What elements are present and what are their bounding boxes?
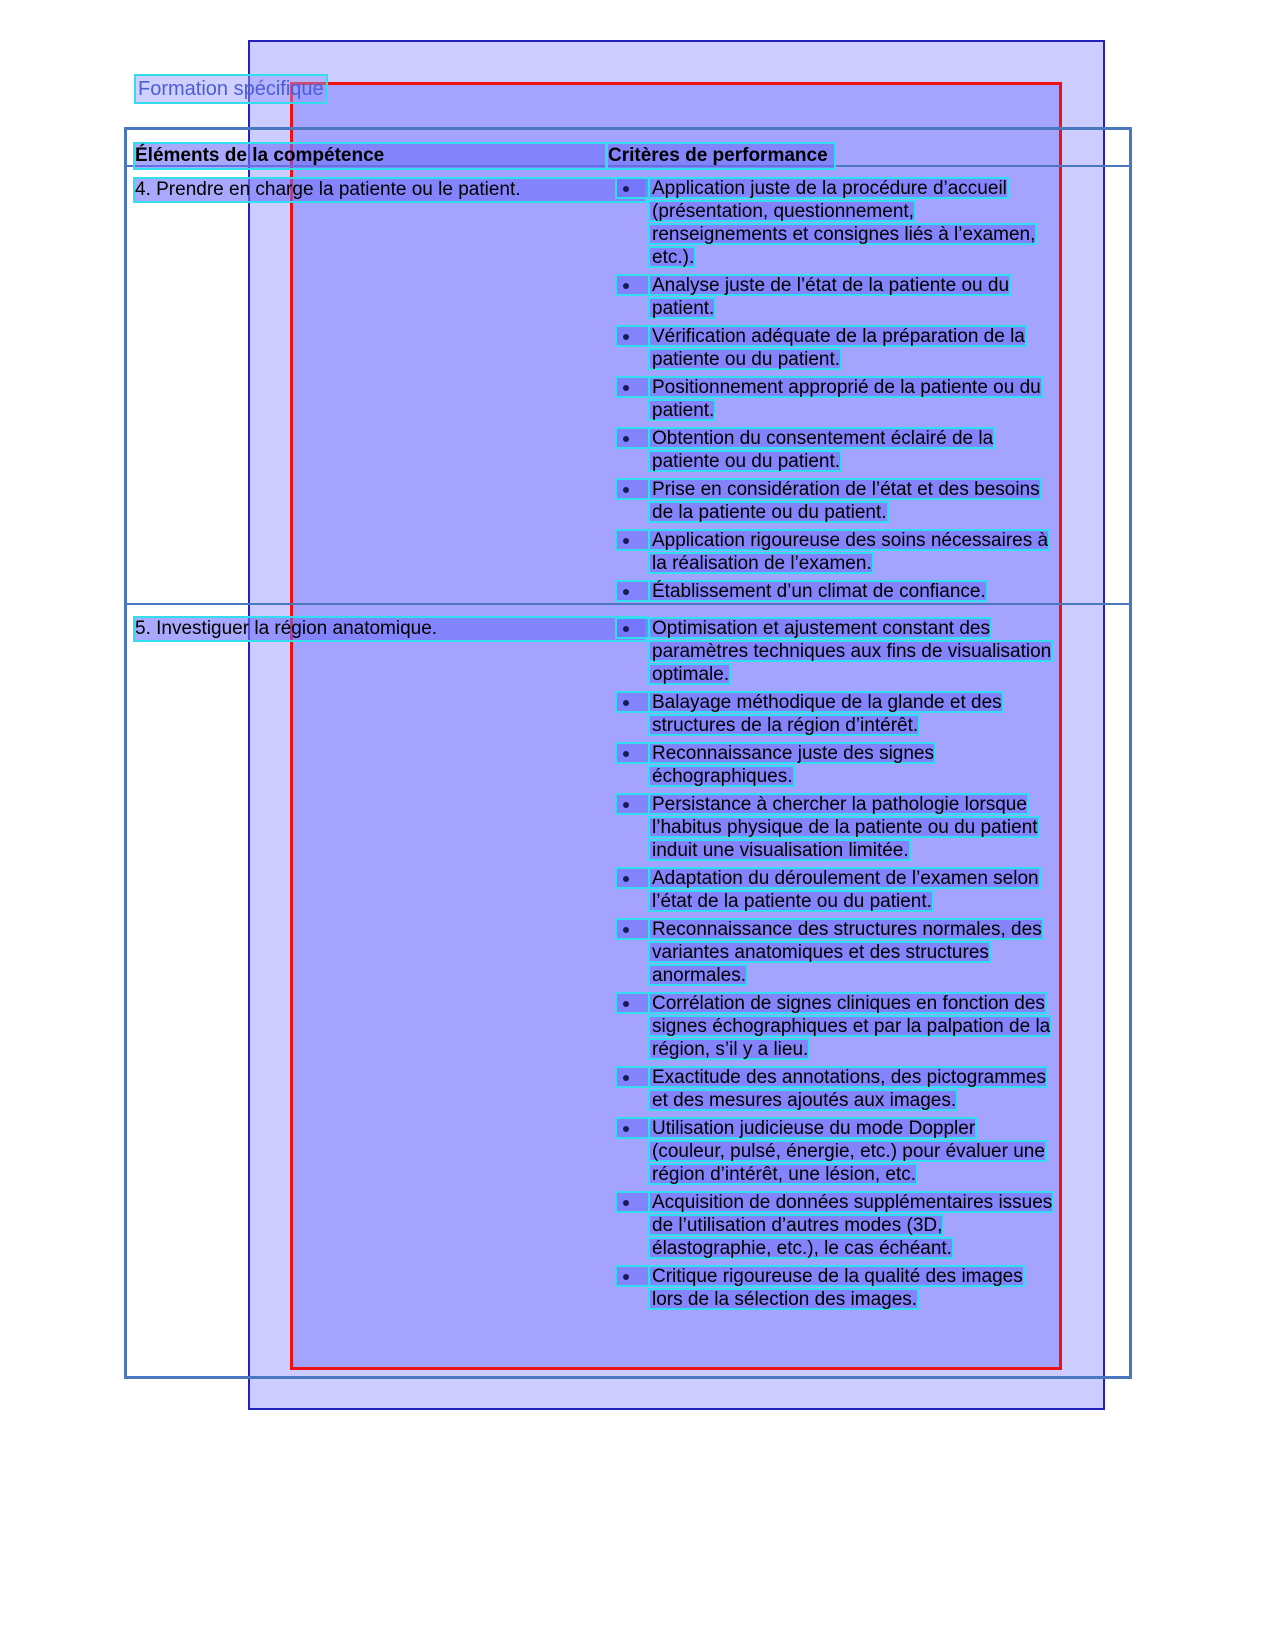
criterion-bullet [615,1066,652,1088]
criterion-text-line: Persistance à chercher la pathologie lorsque [648,793,1029,815]
bullet-dot-icon [623,1075,629,1081]
bullet-dot-icon [623,334,629,340]
criterion-bullet [615,1191,652,1213]
criterion-text-line: variantes anatomiques et des structures [648,941,991,963]
criterion-text-line: Acquisition de données supplémentaires issues [648,1191,1054,1213]
bullet-dot-icon [623,1001,629,1007]
bullet-dot-icon [623,751,629,757]
criterion-bullet [615,793,652,815]
criterion-text-line: l’état de la patiente ou du patient. [648,890,934,912]
bullet-dot-icon [623,1126,629,1132]
bullet-dot-icon [623,927,629,933]
bullet-dot-icon [623,802,629,808]
criterion-text-line: renseignements et consignes liés à l’examen, [648,223,1037,245]
criterion-text-line: structures de la région d’intérêt. [648,714,920,736]
criterion-bullet [615,1117,652,1139]
criterion-text-line: patient. [648,399,716,421]
criterion-text-line: Corrélation de signes cliniques en fonction des [648,992,1047,1014]
criterion-text-line: paramètres techniques aux fins de visualisation [648,640,1053,662]
criterion-text-line: région, s’il y a lieu. [648,1038,810,1060]
criterion-text-line: etc.). [648,246,696,268]
bullet-dot-icon [623,487,629,493]
criterion-text-line: Application rigoureuse des soins nécessaires à [648,529,1050,551]
criterion-text-line: l’habitus physique de la patiente ou du patient [648,816,1040,838]
criterion-text-line: Balayage méthodique de la glande et des [648,691,1004,713]
criterion-text-line: patiente ou du patient. [648,450,842,472]
bullet-dot-icon [623,436,629,442]
criterion-bullet [615,617,652,639]
criterion-text-line: Analyse juste de l’état de la patiente ou du [648,274,1011,296]
criterion-bullet [615,580,652,602]
criterion-bullet [615,529,652,551]
criterion-text-line: Établissement d’un climat de confiance. [648,580,988,602]
bullet-dot-icon [623,385,629,391]
criterion-text-line: échographiques. [648,765,795,787]
criterion-text-line: signes échographiques et par la palpation de la [648,1015,1052,1037]
criterion-text-line: patiente ou du patient. [648,348,842,370]
criterion-bullet [615,742,652,764]
bullet-dot-icon [623,700,629,706]
row-divider [127,603,1129,605]
section-title: Formation spécifique [134,74,328,104]
criterion-text-line: anormales. [648,964,748,986]
bullet-dot-icon [623,626,629,632]
criterion-text-line: (présentation, questionnement, [648,200,916,222]
criterion-bullet [615,1265,652,1287]
criterion-text-line: induit une visualisation limitée. [648,839,911,861]
criterion-bullet [615,478,652,500]
element-5: 5. Investiguer la région anatomique. [133,616,647,642]
criterion-bullet [615,274,652,296]
bullet-dot-icon [623,538,629,544]
criterion-text-line: Adaptation du déroulement de l’examen selon [648,867,1041,889]
criterion-text-line: (couleur, pulsé, énergie, etc.) pour évaluer une [648,1140,1047,1162]
criterion-text-line: patient. [648,297,716,319]
criterion-text-line: Utilisation judicieuse du mode Doppler [648,1117,977,1139]
criterion-bullet [615,867,652,889]
header-elements: Éléments de la compétence [133,142,607,170]
criterion-text-line: élastographie, etc.), le cas échéant. [648,1237,954,1259]
criterion-bullet [615,376,652,398]
criterion-bullet [615,427,652,449]
criterion-text-line: optimale. [648,663,731,685]
criterion-text-line: de l’utilisation d’autres modes (3D, [648,1214,944,1236]
bullet-dot-icon [623,1274,629,1280]
criterion-text-line: Critique rigoureuse de la qualité des images [648,1265,1025,1287]
criterion-text-line: de la patiente ou du patient. [648,501,889,523]
element-4: 4. Prendre en charge la patiente ou le patient. [133,177,647,203]
criterion-text-line: Prise en considération de l’état et des besoins [648,478,1042,500]
criterion-text-line: Application juste de la procédure d’accueil [648,177,1009,199]
criterion-bullet [615,177,652,199]
criterion-text-line: Reconnaissance juste des signes [648,742,936,764]
bullet-dot-icon [623,589,629,595]
criterion-text-line: la réalisation de l’examen. [648,552,874,574]
competence-table [124,127,1132,1379]
criterion-text-line: Reconnaissance des structures normales, des [648,918,1044,940]
criterion-text-line: Positionnement approprié de la patiente ou du [648,376,1043,398]
criterion-text-line: Exactitude des annotations, des pictogrammes [648,1066,1048,1088]
criterion-text-line: et des mesures ajoutés aux images. [648,1089,958,1111]
criterion-bullet [615,918,652,940]
bullet-dot-icon [623,876,629,882]
bullet-dot-icon [623,283,629,289]
bullet-dot-icon [623,186,629,192]
bullet-dot-icon [623,1200,629,1206]
criterion-text-line: Vérification adéquate de la préparation de la [648,325,1027,347]
criterion-text-line: région d’intérêt, une lésion, etc. [648,1163,918,1185]
header-criteria: Critères de performance [606,142,836,170]
criterion-bullet [615,992,652,1014]
criterion-bullet [615,691,652,713]
criterion-bullet [615,325,652,347]
criterion-text-line: Optimisation et ajustement constant des [648,617,992,639]
criterion-text-line: Obtention du consentement éclairé de la [648,427,995,449]
criterion-text-line: lors de la sélection des images. [648,1288,919,1310]
